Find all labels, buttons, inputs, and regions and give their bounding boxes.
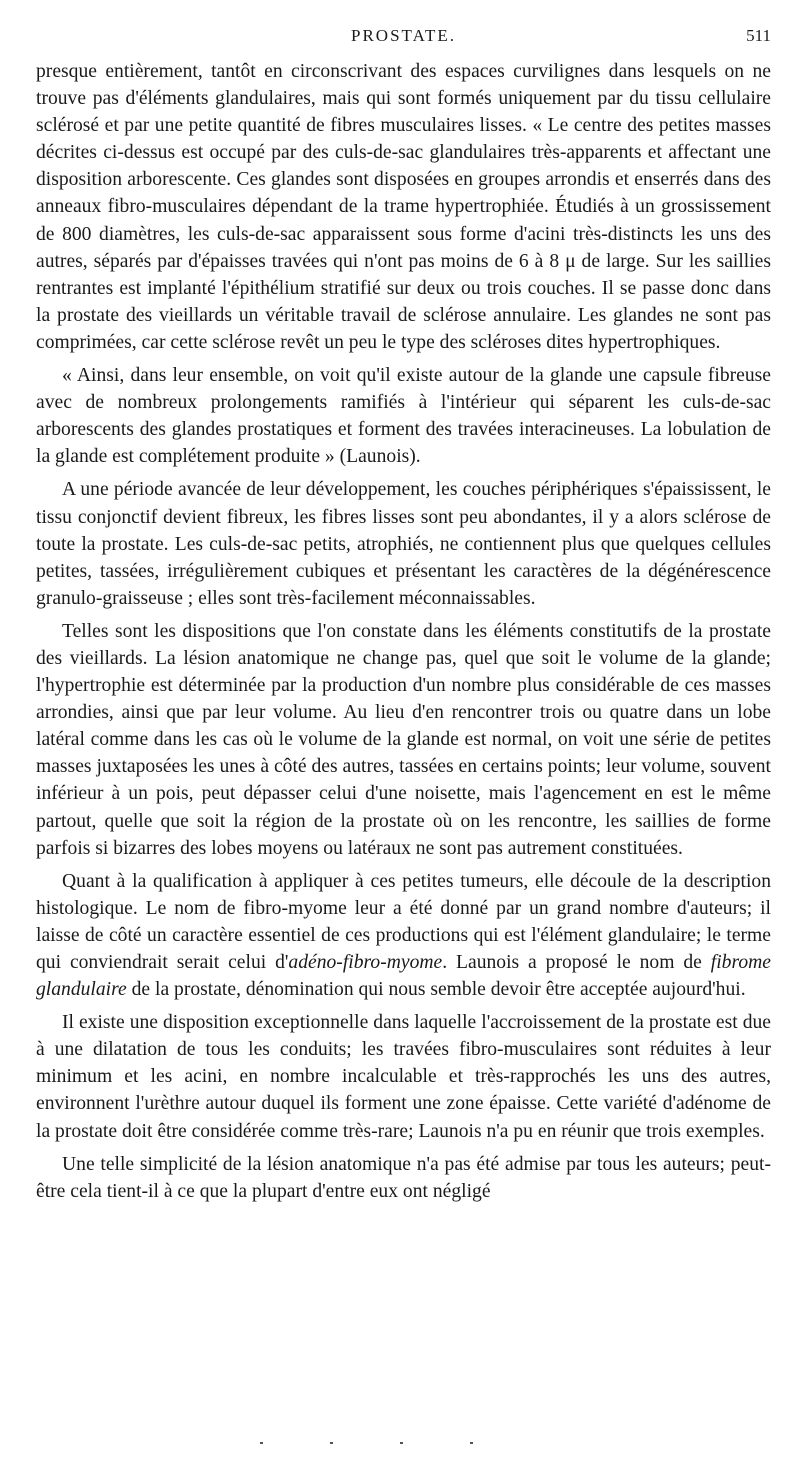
- book-page: [36, 0, 771, 1211]
- speck: [260, 1442, 263, 1444]
- speck: [400, 1442, 403, 1444]
- speck: [330, 1442, 333, 1444]
- speck: [470, 1442, 473, 1444]
- paragraph-advanced-period: A une période avancée de leur développement, les couches périphériques s'épaississent, le tissu conjonctif devient fibreux, les fibres lisses sont peu abondantes, il y a alors sclérose de toute la prostate. Les culs-de-sac petits, atrophiés, ne contiennent plus que quelques cellules petites, tassées, irrégulièrement cubiques et présentant les caractères de la dégénérescence granulo-graisseuse ; elles sont très-facilement méconnaissables.: [36, 479, 771, 609]
- qualification-text-3: de la prostate, dénomination qui nous semble devoir être acceptée aujourd'hui.: [126, 979, 746, 1001]
- paragraph-simplicity: Une telle simplicité de la lésion anatomique n'a pas été admise par tous les auteurs; peut-être cela tient-il à ce que la plupart d'entre eux ont négligé: [36, 1153, 771, 1202]
- paragraph-dispositions: Telles sont les dispositions que l'on constate dans les éléments constitutifs de la prostate des vieillards. La lésion anatomique ne change pas, quel que soit le volume de la glande; l'hypertrophie est déterminée par la production d'un nombre plus considérable de ces masses arrondies, ainsi que par leur volume. Au lieu d'en rencontrer trois ou quatre dans un lobe latéral comme dans les cas où le volume de la glande est normal, on voit une série de petites masses juxtaposées les unes à côté des autres, tassées en certains points; leur volume, souvent inférieur à un pois, peut dépasser celui d'une noisette, mais l'agencement en est le même partout, quelle que soit la région de la prostate où on les rencontre, les saillies de forme parfois si bizarres des lobes moyens ou latéraux ne sont pas autrement constituées.: [36, 620, 771, 859]
- term-adeno-fibro-myome: adéno-fibro-myome: [288, 952, 443, 973]
- term-fibrome-glandulaire: fibrome glandulaire: [36, 952, 771, 1001]
- running-title: PROSTATE.: [351, 26, 456, 45]
- qualification-text-1: Quant à la qualification à appliquer à ces petites tumeurs, elle découle de la description histologique. Le nom de fibro-myome leur a été donné par un grand nombre d'auteurs; il laisse de côté un caractère essentiel de ces productions qui est l'élément glandulaire; le terme qui conviendrait serait celui d': [36, 870, 771, 973]
- running-head: [36, 0, 771, 45]
- qualification-text-2: . Launois a proposé le nom de: [442, 952, 711, 973]
- body-text: [36, 58, 771, 1205]
- paragraph-quote-conclusion: « Ainsi, dans leur ensemble, on voit qu'il existe autour de la glande une capsule fibreuse avec de nombreux prolongements ramifiés à l'intérieur qui séparent les culs-de-sac arborescents des glandes prostatiques et forment des travées interacineuses. La lobulation de la glande est complétement produite » (Launois).: [36, 365, 771, 468]
- print-specks: [250, 1442, 550, 1452]
- paragraph-exceptional-disposition: Il existe une disposition exceptionnelle dans laquelle l'accroissement de la prostate est due à une dilatation de tous les conduits; les travées fibro-musculaires sont réduites à leur minimum et les acini, en nombre incalculable et très-rapprochés les uns des autres, environnent l'urèthre autour duquel ils forment une zone épaisse. Cette variété d'adénome de la prostate doit être considérée comme très-rare; Launois n'a pu en réunir que trois exemples.: [36, 1012, 771, 1142]
- page-number: 511: [746, 26, 771, 45]
- paragraph-qualification: [36, 868, 771, 1003]
- paragraph-continuation: presque entièrement, tantôt en circonscrivant des espaces curvilignes dans lesquels on ne trouve pas d'éléments glandulaires, mais qui sont formés uniquement par du tissu cellulaire sclérosé et par une petite quantité de fibres musculaires lisses. « Le centre des petites masses décrites ci-dessus est occupé par des culs-de-sac glandulaires très-apparents et affectant une disposition arborescente. Ces glandes sont disposées en groupes arrondis et enserrés dans des anneaux fibro-musculaires dépendant de la trame hypertrophiée. Étudiés à un grossissement de 800 diamètres, les culs-de-sac apparaissent sous forme d'acini très-distincts les uns des autres, séparés par d'épaisses travées qui n'ont pas moins de 6 à 8 μ de large. Sur les saillies rentrantes est implanté l'épithélium stratifié sur deux ou trois couches. Il se passe donc dans la prostate des vieillards un véritable travail de sclérose annulaire. Les glandes ne sont pas comprimées, car cette sclérose revêt un peu le type des scléroses dites hypertrophiques.: [36, 61, 771, 353]
